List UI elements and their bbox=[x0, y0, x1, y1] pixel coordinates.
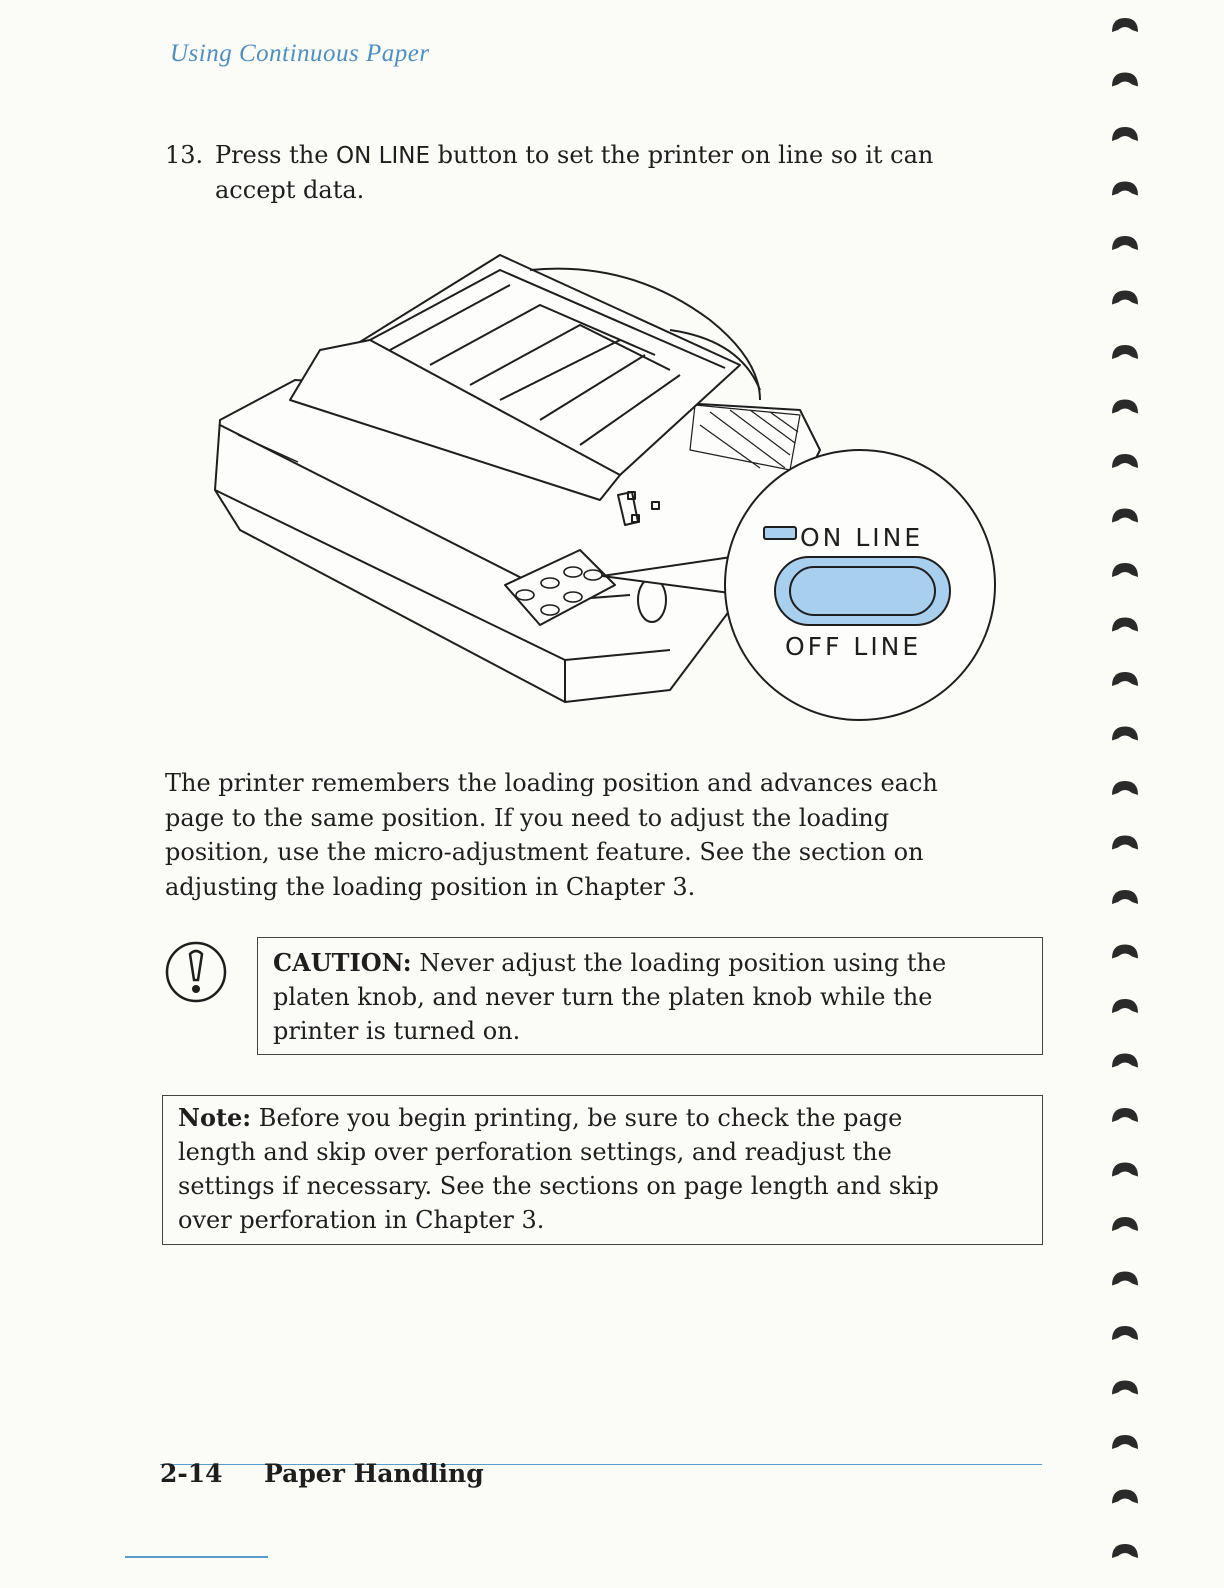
note-text: length and skip over perforation settings, and readjust the bbox=[178, 1138, 892, 1166]
spiral-loop bbox=[1112, 1054, 1138, 1068]
note-text: settings if necessary. See the sections on page length and skip bbox=[178, 1172, 939, 1200]
spiral-loop bbox=[1112, 345, 1138, 359]
spiral-loop bbox=[1112, 836, 1138, 850]
body-line: adjusting the loading position in Chapter 3. bbox=[165, 872, 696, 901]
step-text-after: button to set the printer on line so it can bbox=[430, 141, 934, 169]
online-indicator bbox=[764, 527, 796, 539]
step-button-name: ON LINE bbox=[336, 143, 430, 169]
spiral-loop bbox=[1112, 781, 1138, 795]
spiral-loop bbox=[1112, 236, 1138, 250]
spiral-loop bbox=[1112, 1381, 1138, 1395]
spiral-loop bbox=[1112, 509, 1138, 523]
spiral-loop bbox=[1112, 291, 1138, 305]
spiral-loop bbox=[1112, 454, 1138, 468]
spiral-loop bbox=[1112, 182, 1138, 196]
spiral-loop bbox=[1112, 727, 1138, 741]
spiral-loop bbox=[1112, 18, 1138, 32]
spiral-loop bbox=[1112, 1272, 1138, 1286]
spiral-loop bbox=[1112, 999, 1138, 1013]
body-line: page to the same position. If you need to adjust the loading bbox=[165, 803, 890, 832]
page-number: 2-14 bbox=[160, 1459, 223, 1488]
spiral-loop bbox=[1112, 400, 1138, 414]
step-text-before: Press the bbox=[215, 141, 337, 169]
spiral-loop bbox=[1112, 1490, 1138, 1504]
online-button-inner bbox=[790, 567, 935, 615]
spiral-loop bbox=[1112, 618, 1138, 632]
spiral-loop bbox=[1112, 563, 1138, 577]
step-text-line2: accept data. bbox=[215, 176, 365, 204]
page-footer bbox=[160, 1459, 484, 1488]
spiral-loop bbox=[1112, 1108, 1138, 1122]
spiral-loop bbox=[1112, 1435, 1138, 1449]
note-box bbox=[162, 1095, 1043, 1245]
note-label: Note: bbox=[178, 1103, 252, 1132]
spiral-loop bbox=[1112, 1326, 1138, 1340]
online-label: ON LINE bbox=[800, 523, 924, 552]
spiral-loop bbox=[1112, 890, 1138, 904]
step-number: 13. bbox=[165, 141, 204, 169]
spiral-loop bbox=[1112, 1217, 1138, 1231]
spiral-binding bbox=[1098, 0, 1158, 1584]
caution-text: printer is turned on. bbox=[273, 1017, 521, 1045]
bottom-rule bbox=[125, 1556, 268, 1558]
offline-label: OFF LINE bbox=[785, 632, 922, 661]
caution-label: CAUTION: bbox=[273, 948, 412, 977]
note-text: over perforation in Chapter 3. bbox=[178, 1206, 545, 1234]
section-title: Paper Handling bbox=[264, 1459, 484, 1488]
printer-illustration bbox=[200, 240, 1010, 730]
caution-icon bbox=[164, 940, 228, 1004]
body-line: The printer remembers the loading position and advances each bbox=[165, 769, 938, 797]
body-paragraph bbox=[165, 766, 995, 904]
spiral-loop bbox=[1112, 945, 1138, 959]
caution-box bbox=[257, 937, 1043, 1055]
spiral-loop bbox=[1112, 127, 1138, 141]
note-text: Before you begin printing, be sure to check the page bbox=[251, 1104, 903, 1132]
step-13 bbox=[165, 138, 1005, 207]
spiral-loop bbox=[1112, 1163, 1138, 1177]
body-line: position, use the micro-adjustment feature. See the section on bbox=[165, 838, 924, 866]
caution-text: platen knob, and never turn the platen knob while the bbox=[273, 983, 933, 1011]
running-header: Using Continuous Paper bbox=[170, 40, 430, 67]
spiral-loop bbox=[1112, 1544, 1138, 1558]
caution-text: Never adjust the loading position using the bbox=[411, 949, 947, 977]
spiral-loop bbox=[1112, 73, 1138, 87]
spiral-loop bbox=[1112, 672, 1138, 686]
printer-drawing bbox=[200, 240, 1010, 730]
